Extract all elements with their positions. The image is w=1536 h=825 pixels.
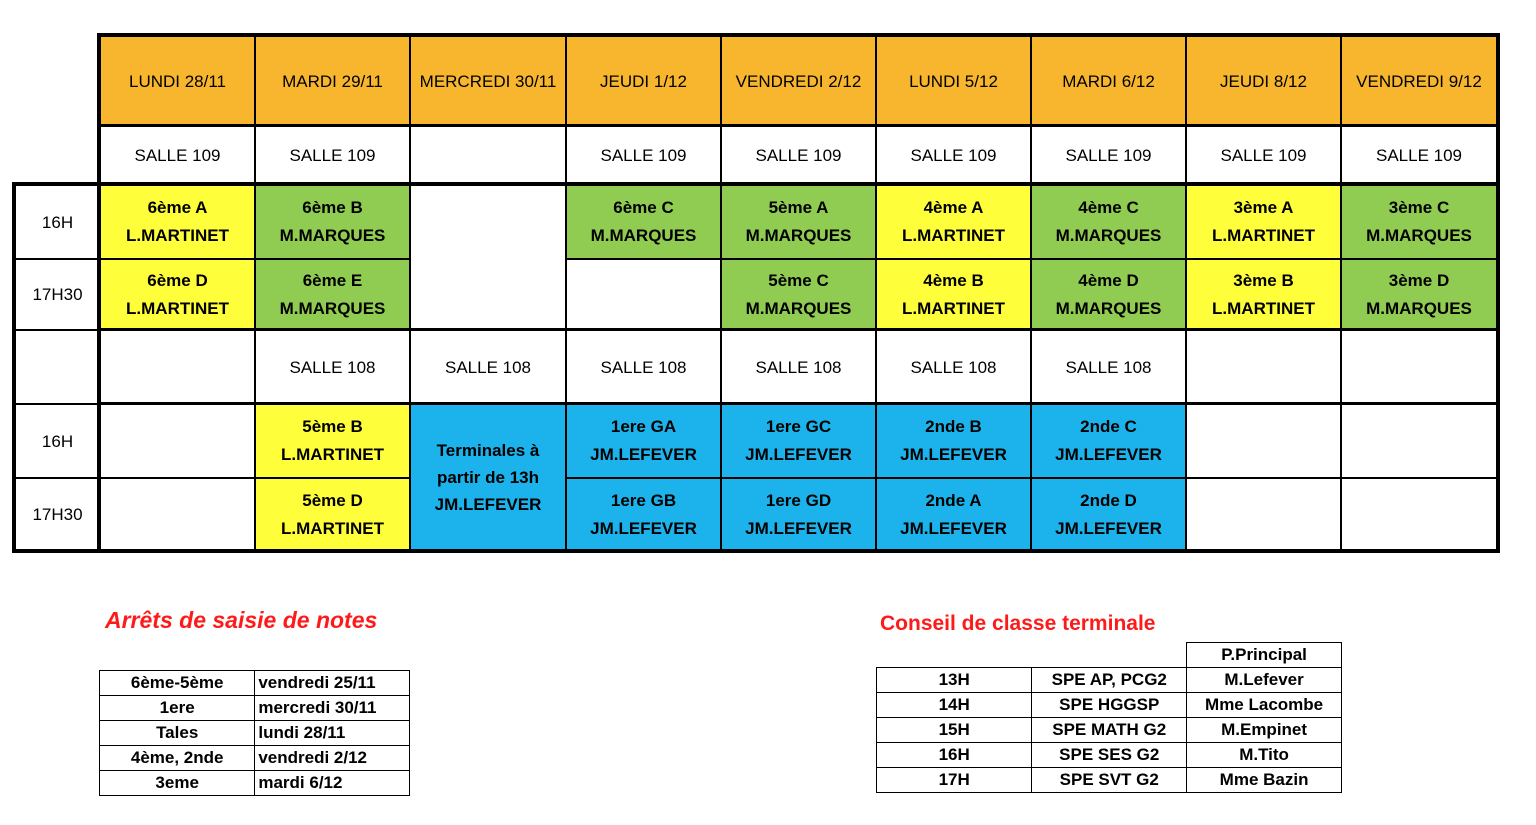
day-header bbox=[255, 36, 410, 126]
time-cell bbox=[15, 404, 100, 478]
day-label: LUNDI 28/11 bbox=[128, 71, 226, 91]
session-cell bbox=[566, 259, 721, 330]
session-cell bbox=[721, 404, 876, 478]
notes-level: 1ere bbox=[100, 696, 255, 721]
day-header bbox=[1031, 36, 1186, 126]
class-label: 3ème D bbox=[1388, 270, 1450, 290]
day-label: LUNDI 5/12 bbox=[909, 71, 998, 91]
conseil-principal: M.Tito bbox=[1187, 743, 1342, 768]
room-bottom-cell bbox=[1031, 330, 1186, 404]
room-top-cell bbox=[876, 126, 1031, 185]
table-row bbox=[877, 668, 1342, 693]
conseil-principal: Mme Bazin bbox=[1187, 768, 1342, 793]
teacher-label: L.MARTINET bbox=[902, 298, 1005, 318]
teacher-label: M.MARQUES bbox=[279, 298, 386, 318]
room-bottom-cell bbox=[1186, 330, 1341, 404]
teacher-label: L.MARTINET bbox=[281, 518, 384, 538]
session-cell bbox=[721, 478, 876, 551]
day-label: VENDREDI 2/12 bbox=[735, 71, 862, 91]
room-top-cell bbox=[1186, 126, 1341, 185]
conseil-spe: SPE SES G2 bbox=[1032, 743, 1187, 768]
teacher-label: M.MARQUES bbox=[1055, 226, 1162, 245]
room-bottom-cell bbox=[721, 330, 876, 404]
room-top-cell bbox=[100, 126, 255, 185]
room-bottom-cell bbox=[876, 330, 1031, 404]
room-label: SALLE 108 bbox=[910, 357, 997, 377]
room-label: SALLE 108 bbox=[600, 357, 687, 377]
room-label: SALLE 109 bbox=[600, 146, 687, 165]
session-cell bbox=[255, 259, 410, 330]
teacher-label: JM.LEFEVER bbox=[900, 518, 1007, 538]
class-label: 1ere GA bbox=[610, 417, 677, 436]
class-label: 4ème C bbox=[1078, 198, 1139, 217]
teacher-label: JM.LEFEVER bbox=[590, 518, 697, 538]
notes-level: 6ème-5ème bbox=[100, 671, 255, 696]
session-cell bbox=[1031, 404, 1186, 478]
row-separator bbox=[100, 328, 1497, 331]
conseil-time: 17H bbox=[877, 768, 1032, 793]
class-label: 5ème C bbox=[768, 270, 829, 290]
teacher-label: L.MARTINET bbox=[126, 226, 229, 245]
table-row bbox=[100, 721, 410, 746]
session-cell bbox=[255, 404, 410, 478]
room-top-cell bbox=[1031, 126, 1186, 185]
teacher-label: M.MARQUES bbox=[1055, 298, 1162, 318]
table-row bbox=[877, 718, 1342, 743]
notes-level: 3eme bbox=[100, 771, 255, 796]
class-label: 2nde D bbox=[1080, 490, 1137, 510]
session-cell bbox=[1031, 478, 1186, 551]
session-cell bbox=[1341, 259, 1497, 330]
notes-date: vendredi 25/11 bbox=[255, 671, 410, 696]
conseil-time: 15H bbox=[877, 718, 1032, 743]
class-label: 6ème C bbox=[613, 198, 674, 217]
class-label: 5ème A bbox=[768, 198, 829, 217]
teacher-label: L.MARTINET bbox=[1212, 226, 1315, 245]
session-cell bbox=[255, 185, 410, 259]
session-cell bbox=[566, 404, 721, 478]
teacher-label: L.MARTINET bbox=[126, 298, 229, 318]
table-row bbox=[877, 643, 1342, 668]
teacher-label: L.MARTINET bbox=[902, 226, 1005, 245]
session-cell bbox=[876, 259, 1031, 330]
day-header bbox=[1186, 36, 1341, 126]
room-bottom-cell bbox=[255, 330, 410, 404]
class-label: 5ème B bbox=[302, 417, 363, 436]
class-label: 5ème D bbox=[302, 490, 363, 510]
session-cell bbox=[876, 185, 1031, 259]
conseil-principal: M.Empinet bbox=[1187, 718, 1342, 743]
row-separator bbox=[100, 402, 1497, 405]
session-cell bbox=[721, 259, 876, 330]
notes-date: mardi 6/12 bbox=[255, 771, 410, 796]
room-top-cell bbox=[1341, 126, 1497, 185]
teacher-label: JM.LEFEVER bbox=[434, 494, 542, 514]
time-label: 17H30 bbox=[32, 285, 83, 304]
room-label: SALLE 109 bbox=[289, 146, 376, 165]
day-label: JEUDI 8/12 bbox=[1220, 71, 1307, 91]
room-top-cell bbox=[255, 126, 410, 185]
conseil-principal: Mme Lacombe bbox=[1187, 693, 1342, 718]
teacher-label: JM.LEFEVER bbox=[590, 445, 697, 464]
session-cell bbox=[1031, 259, 1186, 330]
room-top-cell bbox=[410, 126, 566, 185]
session-cell bbox=[1341, 185, 1497, 259]
class-label: 1ere GD bbox=[765, 490, 832, 510]
day-header bbox=[876, 36, 1031, 126]
time-cell bbox=[15, 330, 100, 404]
table-row bbox=[100, 671, 410, 696]
conseil-title: Conseil de classe terminale bbox=[880, 612, 1156, 635]
teacher-label: M.MARQUES bbox=[745, 298, 852, 318]
teacher-label: JM.LEFEVER bbox=[745, 445, 852, 464]
table-row bbox=[100, 696, 410, 721]
conseil-header: P.Principal bbox=[1187, 643, 1342, 668]
session-cell bbox=[100, 259, 255, 330]
teacher-label: M.MARQUES bbox=[1366, 226, 1472, 245]
conseil-spe: SPE SVT G2 bbox=[1032, 768, 1187, 793]
time-label: 17H30 bbox=[32, 505, 83, 524]
day-label: MARDI 6/12 bbox=[1062, 71, 1155, 91]
table-row bbox=[877, 768, 1342, 793]
class-label: 4ème A bbox=[923, 198, 984, 217]
room-label: SALLE 108 bbox=[1065, 357, 1152, 377]
conseil-time: 13H bbox=[877, 668, 1032, 693]
table-row bbox=[877, 693, 1342, 718]
session-cell bbox=[1186, 259, 1341, 330]
session-cell bbox=[1341, 404, 1497, 478]
notes-date: mercredi 30/11 bbox=[255, 696, 410, 721]
day-label: MARDI 29/11 bbox=[282, 71, 383, 91]
session-cell bbox=[100, 404, 255, 478]
notes-date: vendredi 2/12 bbox=[255, 746, 410, 771]
teacher-label: M.MARQUES bbox=[1366, 298, 1472, 318]
class-label: 6ème B bbox=[302, 198, 363, 217]
conseil-principal: M.Lefever bbox=[1187, 668, 1342, 693]
room-label: SALLE 108 bbox=[755, 357, 842, 377]
room-label: SALLE 109 bbox=[755, 146, 842, 165]
notes-title: Arrêts de saisie de notes bbox=[105, 607, 378, 633]
session-cell bbox=[1186, 478, 1341, 551]
session-cell bbox=[100, 185, 255, 259]
teacher-label: JM.LEFEVER bbox=[745, 518, 852, 538]
teacher-label: M.MARQUES bbox=[279, 226, 386, 245]
teacher-label: M.MARQUES bbox=[745, 226, 852, 245]
session-cell bbox=[566, 478, 721, 551]
class-label: Terminales à partir de 13h bbox=[436, 440, 540, 487]
day-label: VENDREDI 9/12 bbox=[1356, 71, 1482, 91]
day-label: JEUDI 1/12 bbox=[600, 71, 687, 91]
time-label: 16H bbox=[41, 212, 74, 232]
room-bottom-cell bbox=[1341, 330, 1497, 404]
conseil-time: 14H bbox=[877, 693, 1032, 718]
row-separator bbox=[100, 124, 1497, 127]
session-cell bbox=[1186, 404, 1341, 478]
time-label: 16H bbox=[41, 431, 74, 451]
room-bottom-cell bbox=[410, 330, 566, 404]
room-label: SALLE 108 bbox=[444, 357, 531, 377]
class-label: 4ème D bbox=[1078, 270, 1139, 290]
conseil-spe: SPE HGGSP bbox=[1032, 693, 1187, 718]
session-cell bbox=[255, 478, 410, 551]
session-cell bbox=[100, 478, 255, 551]
class-label: 3ème A bbox=[1233, 198, 1294, 217]
room-label: SALLE 109 bbox=[1220, 146, 1307, 165]
time-cell bbox=[15, 185, 100, 259]
room-label: SALLE 108 bbox=[289, 357, 376, 377]
class-label: 6ème D bbox=[147, 270, 208, 290]
day-header bbox=[566, 36, 721, 126]
room-label: SALLE 109 bbox=[1375, 146, 1462, 165]
conseil-time: 16H bbox=[877, 743, 1032, 768]
class-label: 3ème C bbox=[1388, 198, 1450, 217]
class-label: 6ème E bbox=[302, 270, 363, 290]
class-label: 2nde A bbox=[925, 490, 982, 510]
teacher-label: JM.LEFEVER bbox=[1055, 445, 1162, 464]
table-row bbox=[877, 743, 1342, 768]
class-label: 1ere GC bbox=[765, 417, 832, 436]
table-row bbox=[100, 746, 410, 771]
room-label: SALLE 109 bbox=[910, 146, 997, 165]
class-label: 2nde B bbox=[925, 417, 982, 436]
time-cell bbox=[15, 478, 100, 551]
session-cell bbox=[876, 404, 1031, 478]
notes-table bbox=[99, 670, 410, 796]
session-cell bbox=[1341, 478, 1497, 551]
room-top-cell bbox=[721, 126, 876, 185]
conseil-table bbox=[876, 642, 1342, 793]
class-label: 4ème B bbox=[923, 270, 984, 290]
notes-date: lundi 28/11 bbox=[255, 721, 410, 746]
notes-level: Tales bbox=[100, 721, 255, 746]
teacher-label: JM.LEFEVER bbox=[900, 445, 1007, 464]
session-cell bbox=[410, 404, 566, 551]
session-cell bbox=[876, 478, 1031, 551]
teacher-label: M.MARQUES bbox=[590, 226, 697, 245]
class-label: 2nde C bbox=[1080, 417, 1137, 436]
conseil-spe: SPE AP, PCG2 bbox=[1032, 668, 1187, 693]
class-label: 3ème B bbox=[1233, 270, 1294, 290]
table-row bbox=[100, 771, 410, 796]
time-cell bbox=[15, 259, 100, 330]
session-cell bbox=[1186, 185, 1341, 259]
notes-level: 4ème, 2nde bbox=[100, 746, 255, 771]
teacher-label: L.MARTINET bbox=[281, 445, 384, 464]
room-label: SALLE 109 bbox=[134, 146, 221, 165]
conseil-spe: SPE MATH G2 bbox=[1032, 718, 1187, 743]
day-label: MERCREDI 30/11 bbox=[419, 71, 557, 91]
day-header bbox=[1341, 36, 1497, 126]
teacher-label: JM.LEFEVER bbox=[1055, 518, 1162, 538]
room-bottom-cell bbox=[100, 330, 255, 404]
session-cell bbox=[566, 185, 721, 259]
class-label: 6ème A bbox=[147, 198, 208, 217]
room-bottom-cell bbox=[566, 330, 721, 404]
teacher-label: L.MARTINET bbox=[1212, 298, 1315, 318]
session-cell bbox=[1031, 185, 1186, 259]
session-cell bbox=[721, 185, 876, 259]
session-cell bbox=[410, 185, 566, 330]
class-label: 1ere GB bbox=[610, 490, 677, 510]
day-header bbox=[100, 36, 255, 126]
day-header bbox=[410, 36, 566, 126]
room-top-cell bbox=[566, 126, 721, 185]
day-header bbox=[721, 36, 876, 126]
room-label: SALLE 109 bbox=[1065, 146, 1152, 165]
